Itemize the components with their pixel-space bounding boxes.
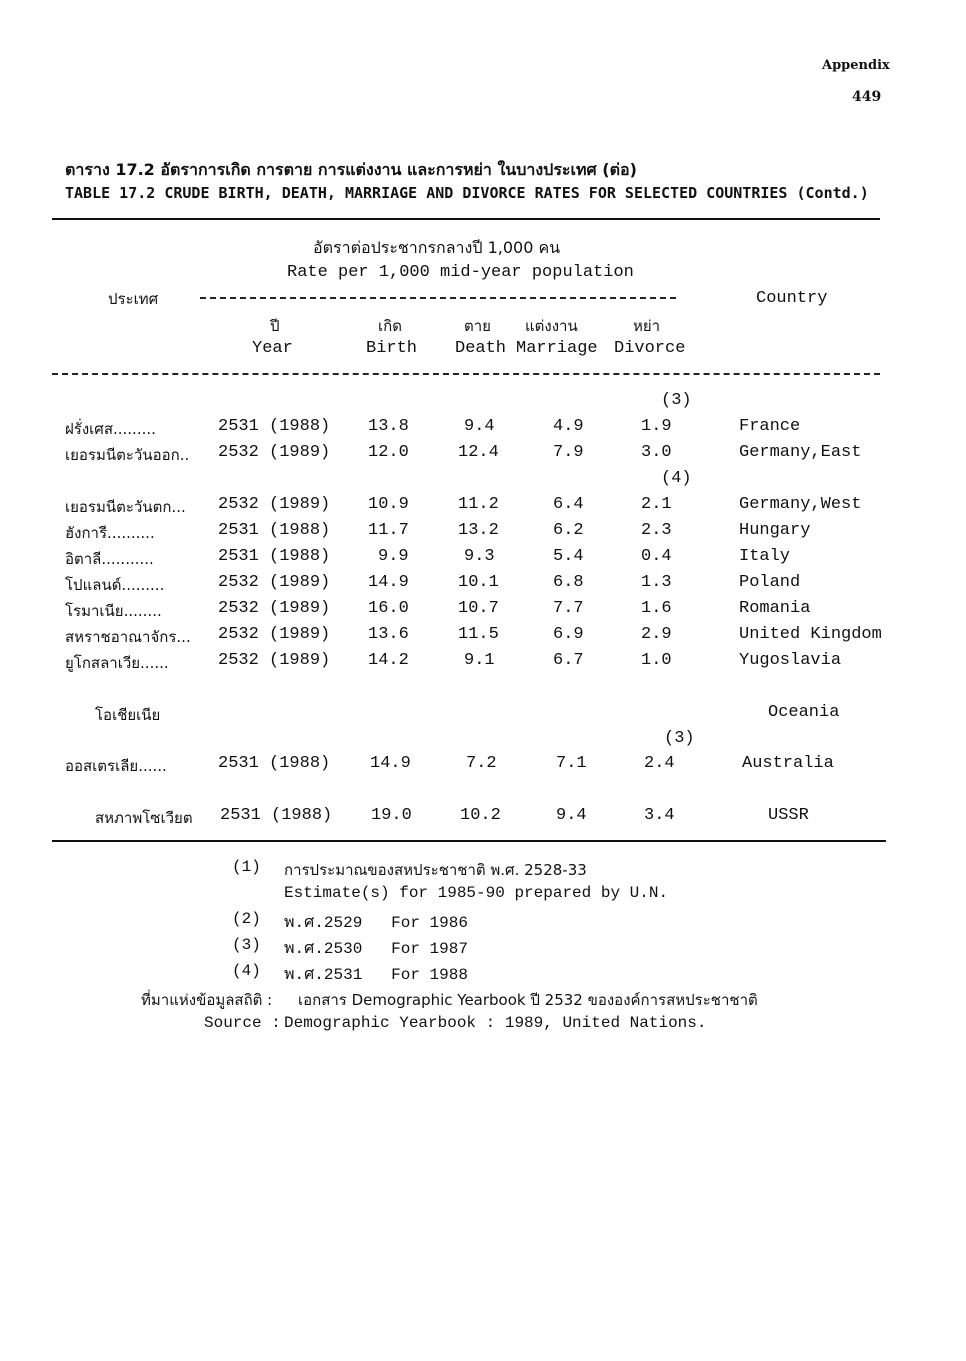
footnote-text: พ.ศ.2530 For 1987 xyxy=(284,940,468,958)
birth-cell: 14.9 xyxy=(370,754,411,773)
year-cell: 2531 (1988) xyxy=(218,754,331,773)
divorce-cell: 1.6 xyxy=(641,599,672,618)
birth-cell: 12.0 xyxy=(368,443,409,462)
death-cell: 10.2 xyxy=(460,806,501,825)
country-english: Hungary xyxy=(739,521,811,540)
region-heading-thai: โอเชียเนีย xyxy=(95,706,161,724)
col-divorce-english: Divorce xyxy=(614,339,686,358)
death-cell: 9.1 xyxy=(464,651,495,670)
source-label-english: Source : xyxy=(204,1014,281,1032)
country-header-english: Country xyxy=(756,289,828,308)
country-thai: โปแลนด์......... xyxy=(65,576,165,594)
country-thai: อิตาลี........... xyxy=(65,550,154,568)
source-label-thai: ที่มาแห่งข้อมูลสถิติ : xyxy=(141,991,273,1009)
source-text-thai: เอกสาร Demographic Yearbook ปี 2532 ขององค์การสหประชาชาติ xyxy=(298,991,758,1009)
country-thai: โรมาเนีย........ xyxy=(65,602,162,620)
table-row xyxy=(0,417,966,441)
country-english: Poland xyxy=(739,573,801,592)
death-cell: 11.5 xyxy=(458,625,499,644)
divorce-cell: 2.1 xyxy=(641,495,672,514)
table-row xyxy=(0,754,966,778)
footnote-number: (3) xyxy=(232,936,261,954)
death-cell: 13.2 xyxy=(458,521,499,540)
group-header-divider xyxy=(200,297,676,299)
table-row xyxy=(0,521,966,545)
country-english: Italy xyxy=(739,547,791,566)
death-cell: 9.4 xyxy=(464,417,495,436)
footnote-marker-row xyxy=(0,469,966,493)
country-thai: เยอรมนีตะวันตก... xyxy=(65,498,186,516)
footnote-text: พ.ศ.2531 For 1988 xyxy=(284,966,468,984)
birth-cell: 14.2 xyxy=(368,651,409,670)
divorce-cell: 0.4 xyxy=(641,547,672,566)
country-thai: เยอรมนีตะวันออก.. xyxy=(65,446,190,464)
marriage-cell: 6.2 xyxy=(553,521,584,540)
marriage-cell: 6.4 xyxy=(553,495,584,514)
birth-cell: 13.8 xyxy=(368,417,409,436)
marriage-cell: 4.9 xyxy=(553,417,584,436)
country-thai: สหราชอาณาจักร... xyxy=(65,628,191,646)
marriage-cell: 9.4 xyxy=(556,806,587,825)
page-number: 449 xyxy=(852,89,882,105)
table-row xyxy=(0,599,966,623)
divorce-cell: 1.3 xyxy=(641,573,672,592)
footnote-marker: (3) xyxy=(664,729,695,748)
birth-cell: 19.0 xyxy=(371,806,412,825)
footnote-marker: (3) xyxy=(661,391,692,410)
country-english: Germany,East xyxy=(739,443,862,462)
col-birth-thai: เกิด xyxy=(378,317,402,335)
col-death-thai: ตาย xyxy=(464,317,491,335)
country-thai: สหภาพโซเวียต xyxy=(95,809,193,827)
country-english: United Kingdom xyxy=(739,625,882,644)
country-english: Romania xyxy=(739,599,811,618)
footnote-text: พ.ศ.2529 For 1986 xyxy=(284,914,468,932)
table-row xyxy=(0,806,966,830)
death-cell: 10.7 xyxy=(458,599,499,618)
birth-cell: 10.9 xyxy=(368,495,409,514)
country-thai: ยูโกสลาเวีย...... xyxy=(65,654,169,672)
birth-cell: 14.9 xyxy=(368,573,409,592)
birth-cell: 16.0 xyxy=(368,599,409,618)
year-cell: 2531 (1988) xyxy=(220,806,333,825)
year-cell: 2532 (1989) xyxy=(218,625,331,644)
divorce-cell: 3.4 xyxy=(644,806,675,825)
year-cell: 2532 (1989) xyxy=(218,651,331,670)
year-cell: 2532 (1989) xyxy=(218,599,331,618)
year-cell: 2531 (1988) xyxy=(218,521,331,540)
death-cell: 12.4 xyxy=(458,443,499,462)
footnote-marker-row xyxy=(0,391,966,415)
divorce-cell: 2.3 xyxy=(641,521,672,540)
country-english: Yugoslavia xyxy=(739,651,842,670)
death-cell: 9.3 xyxy=(464,547,495,566)
death-cell: 7.2 xyxy=(466,754,497,773)
year-cell: 2531 (1988) xyxy=(218,547,331,566)
table-row xyxy=(0,625,966,649)
birth-cell: 9.9 xyxy=(378,547,409,566)
col-year-thai: ปี xyxy=(270,317,280,335)
country-thai: ฝรั่งเศส......... xyxy=(65,420,156,438)
death-cell: 11.2 xyxy=(458,495,499,514)
marriage-cell: 6.7 xyxy=(553,651,584,670)
country-thai: ออสเตรเลีย...... xyxy=(65,757,167,775)
year-cell: 2532 (1989) xyxy=(218,573,331,592)
col-birth-english: Birth xyxy=(366,339,418,358)
country-header-thai: ประเทศ xyxy=(108,290,159,308)
footnote-number: (4) xyxy=(232,962,261,980)
marriage-cell: 6.9 xyxy=(553,625,584,644)
marriage-cell: 7.1 xyxy=(556,754,587,773)
col-marriage-english: Marriage xyxy=(516,339,598,358)
country-english: Germany,West xyxy=(739,495,862,514)
divorce-cell: 1.0 xyxy=(641,651,672,670)
country-english: France xyxy=(739,417,801,436)
top-rule xyxy=(52,218,880,220)
source-text-english: Demographic Yearbook : 1989, United Nations. xyxy=(284,1014,707,1032)
col-divorce-thai: หย่า xyxy=(633,317,661,335)
divorce-cell: 3.0 xyxy=(641,443,672,462)
marriage-cell: 7.7 xyxy=(553,599,584,618)
footnote-number: (1) xyxy=(232,858,261,876)
divorce-cell: 1.9 xyxy=(641,417,672,436)
table-row xyxy=(0,547,966,571)
header-bottom-divider xyxy=(52,373,880,375)
col-death-english: Death xyxy=(455,339,507,358)
marriage-cell: 7.9 xyxy=(553,443,584,462)
country-english: USSR xyxy=(768,806,809,825)
country-english: Australia xyxy=(742,754,834,773)
group-header-english: Rate per 1,000 mid-year population xyxy=(287,263,634,282)
year-cell: 2532 (1989) xyxy=(218,443,331,462)
appendix-label: Appendix xyxy=(822,58,890,73)
marriage-cell: 5.4 xyxy=(553,547,584,566)
birth-cell: 11.7 xyxy=(368,521,409,540)
year-cell: 2531 (1988) xyxy=(218,417,331,436)
col-year-english: Year xyxy=(252,339,293,358)
bottom-rule xyxy=(52,840,886,842)
year-cell: 2532 (1989) xyxy=(218,495,331,514)
col-marriage-thai: แต่งงาน xyxy=(525,317,578,335)
death-cell: 10.1 xyxy=(458,573,499,592)
table-row xyxy=(0,573,966,597)
table-row xyxy=(0,443,966,467)
table-title-thai: ตาราง 17.2 อัตราการเกิด การตาย การแต่งงาน และการหย่า ในบางประเทศ (ต่อ) xyxy=(65,160,637,179)
divorce-cell: 2.9 xyxy=(641,625,672,644)
group-header-thai: อัตราต่อประชากรกลางปี 1,000 คน xyxy=(313,238,561,257)
birth-cell: 13.6 xyxy=(368,625,409,644)
footnote-text: Estimate(s) for 1985-90 prepared by U.N. xyxy=(284,884,669,902)
country-thai: ฮังการี.......... xyxy=(65,524,155,542)
table-row xyxy=(0,495,966,519)
table-title-english: TABLE 17.2 CRUDE BIRTH, DEATH, MARRIAGE AND DIVORCE RATES FOR SELECTED COUNTRIES (Contd.) xyxy=(65,184,869,202)
footnote-marker: (4) xyxy=(661,469,692,488)
footnote-number: (2) xyxy=(232,910,261,928)
footnote-text: การประมาณของสหประชาชาติ พ.ศ. 2528-33 xyxy=(284,861,587,879)
divorce-cell: 2.4 xyxy=(644,754,675,773)
table-row xyxy=(0,651,966,675)
marriage-cell: 6.8 xyxy=(553,573,584,592)
region-heading-english: Oceania xyxy=(768,703,840,722)
